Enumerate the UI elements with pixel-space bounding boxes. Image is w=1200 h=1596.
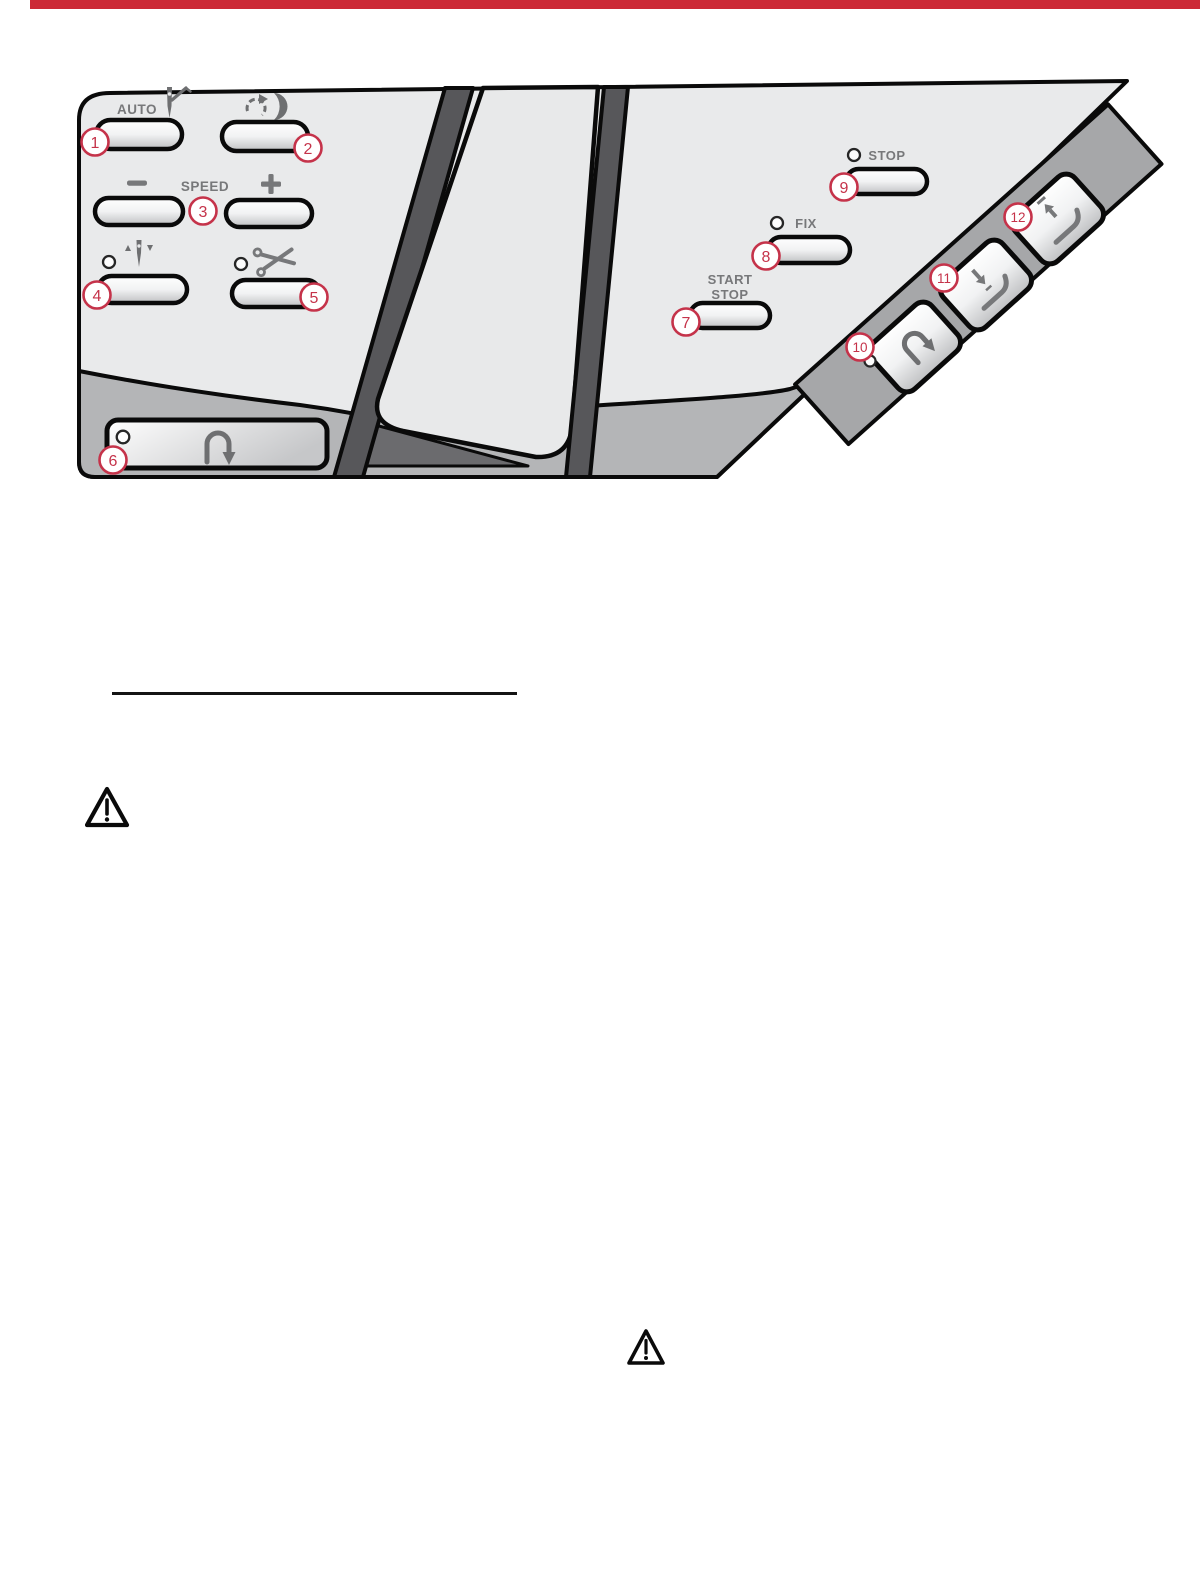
thread-cutter-led [235,258,247,270]
svg-text:2: 2 [303,141,313,158]
svg-text:8: 8 [761,249,771,266]
warning-triangle-icon [626,1327,666,1369]
auto-label: AUTO [116,102,158,117]
svg-text:3: 3 [198,204,208,221]
svg-text:7: 7 [681,315,691,332]
speed-plus-button [226,200,312,227]
callout-4 [84,282,111,309]
callout-2 [295,135,322,162]
start-label: START [707,272,753,287]
stop-line-label: STOP [711,287,749,302]
control-panel-illustration [0,0,1200,520]
svg-text:5: 5 [309,290,319,307]
fix-led [771,217,783,229]
callout-3 [190,198,217,225]
callout-6 [100,447,127,474]
fix-label: FIX [795,216,817,231]
stop-label: STOP [868,148,906,163]
callout-12 [1005,204,1032,231]
section-heading-rule [112,692,517,695]
reverse-led [117,431,130,444]
callout-9 [831,174,858,201]
callout-11 [931,265,958,292]
svg-text:9: 9 [839,180,849,197]
svg-text:4: 4 [92,288,102,305]
svg-text:6: 6 [108,453,118,470]
svg-text:12: 12 [1010,210,1026,225]
callout-7 [673,309,700,336]
svg-text:10: 10 [852,340,868,355]
speed-label: SPEED [180,179,230,194]
svg-text:11: 11 [936,271,952,286]
speed-minus-button [95,198,183,225]
minus-icon [127,181,147,186]
callout-10 [847,334,874,361]
svg-text:1: 1 [90,135,100,152]
needle-up-down-led [103,256,115,268]
warning-triangle-icon [85,784,131,834]
callout-5 [301,284,328,311]
reverse-button [107,420,327,468]
callout-8 [753,243,780,270]
callout-1 [82,129,109,156]
stop-led [848,149,860,161]
